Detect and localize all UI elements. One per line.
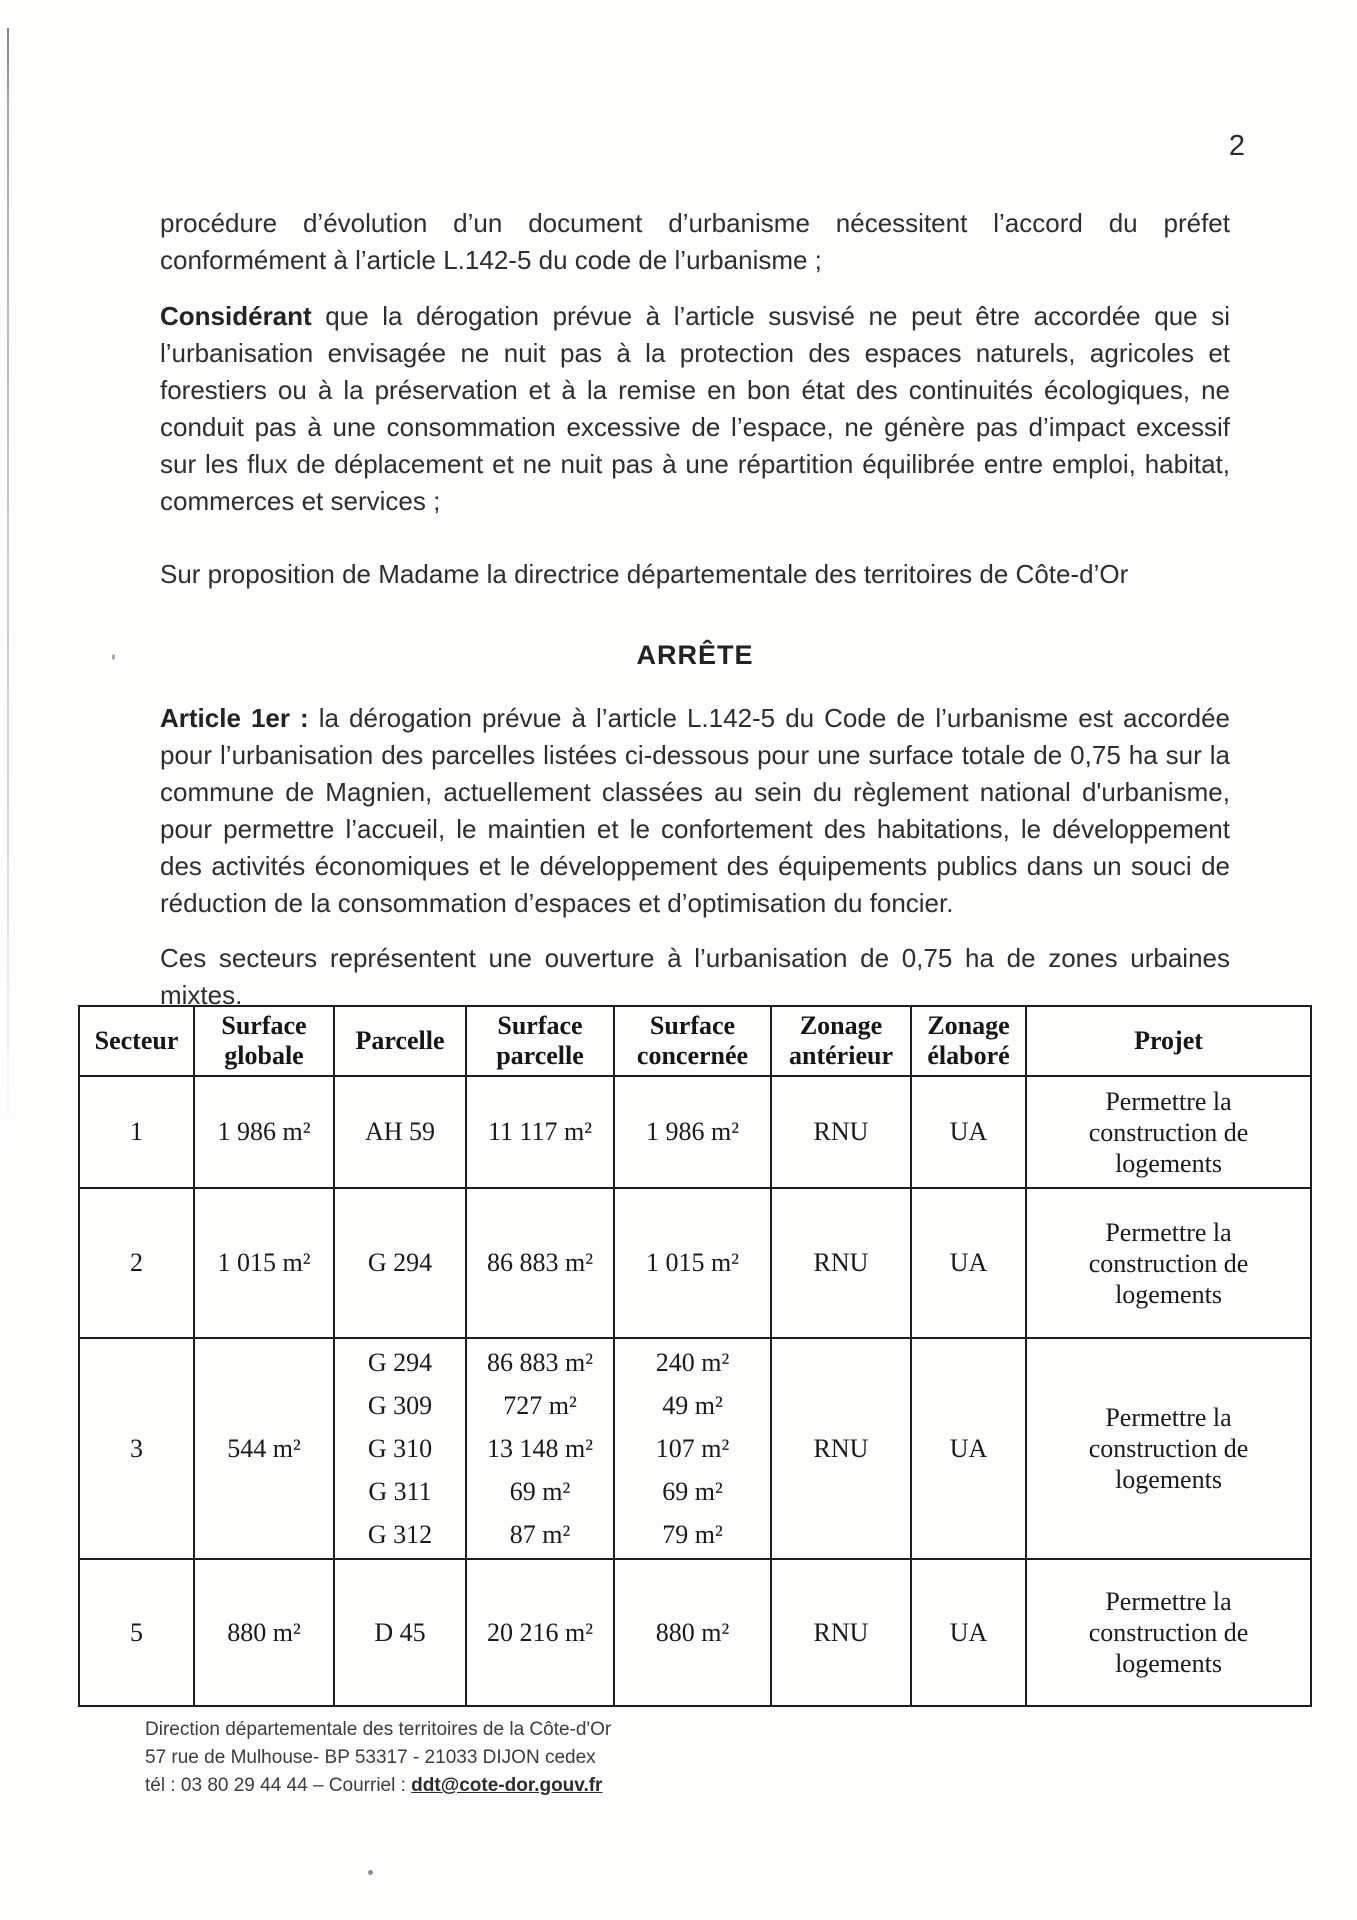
cell-secteur: 3 [79, 1338, 194, 1559]
cell-surface-globale: 880 m² [194, 1559, 334, 1706]
projet-text: Permettre la construction de logements [1088, 1403, 1249, 1494]
header-secteur: Secteur [79, 1006, 194, 1076]
cell-parcelle: AH 59 [334, 1076, 466, 1188]
header-zonage-elabore: Zonage élaboré [911, 1006, 1026, 1076]
cell-surface-concernee [614, 1338, 771, 1559]
header-surface-globale: Surface globale [194, 1006, 334, 1076]
surface-concernee-line: 240 m² [655, 1348, 730, 1377]
footer-email: ddt@cote-dor.gouv.fr [411, 1775, 603, 1796]
cell-projet [1026, 1076, 1311, 1188]
projet-text: Permettre la construction de logements [1088, 1587, 1249, 1678]
surface-parcelle-line: 727 m² [503, 1391, 577, 1420]
page-number: 2 [1228, 130, 1245, 162]
cell-secteur: 5 [79, 1559, 194, 1706]
parcelle-line: G 311 [368, 1477, 432, 1506]
cell-zonage-elabore: UA [911, 1338, 1026, 1559]
surface-concernee-line: 69 m² [662, 1477, 723, 1506]
projet-text: Permettre la construction de logements [1088, 1086, 1249, 1178]
scan-artifact-left-edge [7, 28, 9, 1143]
cell-surface-parcelle: 86 883 m² [466, 1188, 614, 1338]
surface-parcelle-line: 69 m² [509, 1477, 571, 1506]
cell-zonage-anterieur: RNU [771, 1076, 911, 1188]
cell-zonage-elabore: UA [911, 1188, 1026, 1338]
cell-projet [1026, 1188, 1311, 1338]
considerant-lead: Considérant [160, 301, 312, 331]
cell-surface-parcelle: 11 117 m² [466, 1076, 614, 1188]
paragraph-secteurs: Ces secteurs représentent une ouverture à l’urbanisation de 0,75 ha de zones urbaines mixtes. [160, 943, 1230, 1010]
table-row-secteur-5 [79, 1559, 1311, 1706]
surface-parcelle-line: 13 148 m² [486, 1434, 594, 1463]
cell-surface-concernee: 1 015 m² [614, 1188, 771, 1338]
cell-surface-parcelle: 20 216 m² [466, 1559, 614, 1706]
header-surface-parcelle: Surface parcelle [466, 1006, 614, 1076]
header-surface-concernee: Surface concernée [614, 1006, 771, 1076]
surface-concernee-line: 79 m² [662, 1520, 723, 1549]
paragraph-preambule: procédure d’évolution d’un document d’urbanisme nécessitent l’accord du préfet conformément à l’article L.142-5 du code de l’urbanisme ; [160, 208, 1230, 275]
footer-line-address: 57 rue de Mulhouse- BP 53317 - 21033 DIJON cedex [145, 1747, 596, 1768]
cell-surface-globale: 544 m² [194, 1338, 334, 1559]
cell-zonage-anterieur: RNU [771, 1188, 911, 1338]
cell-projet [1026, 1338, 1311, 1559]
header-projet: Projet [1026, 1006, 1311, 1076]
paragraph-article-1er [160, 700, 1230, 922]
table-row-secteur-3 [79, 1338, 1311, 1559]
cell-surface-concernee: 1 986 m² [614, 1076, 771, 1188]
footer-tel-label: tél : 03 80 29 44 44 – Courriel : [145, 1775, 412, 1796]
projet-text: Permettre la construction de logements [1088, 1217, 1249, 1309]
cell-zonage-anterieur: RNU [771, 1559, 911, 1706]
cell-surface-concernee: 880 m² [614, 1559, 771, 1706]
footer-block [145, 1716, 611, 1800]
cell-parcelle [334, 1338, 466, 1559]
scan-speck [368, 1870, 373, 1875]
secteurs-table [78, 1005, 1312, 1707]
footer-line-contact [145, 1772, 611, 1800]
cell-surface-globale: 1 015 m² [194, 1188, 334, 1338]
cell-surface-globale: 1 986 m² [194, 1076, 334, 1188]
parcelle-line: G 310 [367, 1434, 433, 1463]
arrete-heading: ARRÊTE [636, 640, 754, 670]
table-header [79, 1006, 1311, 1076]
parcelle-line: G 312 [367, 1520, 433, 1549]
surface-parcelle-line: 87 m² [509, 1520, 571, 1549]
header-parcelle: Parcelle [334, 1006, 466, 1076]
table-row-secteur-2 [79, 1188, 1311, 1338]
cell-zonage-anterieur: RNU [771, 1338, 911, 1559]
surface-concernee-line: 107 m² [655, 1434, 730, 1463]
cell-projet [1026, 1559, 1311, 1706]
surface-parcelle-line: 86 883 m² [486, 1348, 594, 1377]
parcelle-line: G 309 [367, 1391, 433, 1420]
cell-zonage-elabore: UA [911, 1076, 1026, 1188]
table-row-secteur-1 [79, 1076, 1311, 1188]
considerant-body: que la dérogation prévue à l’article susvisé ne peut être accordée que si l’urbanisation envisagée ne nuit pas à la protection des espaces naturels, agricoles et forestiers ou à la préservation et à la remise en bon état des continuités écologiques, ne conduit pas à une consommation excessive de l’espace, ne génère pas d’impact excessif sur les flux de déplacement et ne nuit pas à une répartition équilibrée entre emploi, habitat, commerces et services ; [160, 301, 1230, 516]
cell-parcelle: D 45 [334, 1559, 466, 1706]
article-1er-lead: Article 1er : [160, 703, 309, 733]
paragraph-sur-proposition: Sur proposition de Madame la directrice départementale des territoires de Côte-d’Or [160, 559, 1129, 589]
table-header-row [79, 1006, 1311, 1076]
cell-surface-parcelle [466, 1338, 614, 1559]
parcelle-line: G 294 [367, 1348, 433, 1377]
cell-zonage-elabore: UA [911, 1559, 1026, 1706]
cell-parcelle: G 294 [334, 1188, 466, 1338]
surface-concernee-line: 49 m² [662, 1391, 723, 1420]
paragraph-considerant [160, 298, 1230, 520]
header-zonage-anterieur: Zonage antérieur [771, 1006, 911, 1076]
scan-speck [112, 654, 115, 660]
article-1er-body: la dérogation prévue à l’article L.142-5 du Code de l’urbanisme est accordée pour l’urbanisation des parcelles listées ci-dessous pour une surface totale de 0,75 ha sur la commune de Magnien, actuellement classées au sein du règlement national d'urbanisme, pour permettre l’accueil, le maintien et le confortement des habitations, le développement des activités économiques et le développement des équipements publics dans un souci de réduction de la consommation d’espaces et d’optimisation du foncier. [160, 703, 1230, 918]
cell-secteur: 1 [79, 1076, 194, 1188]
footer-line-direction: Direction départementale des territoires de la Côte-d'Or [145, 1719, 612, 1740]
cell-secteur: 2 [79, 1188, 194, 1338]
